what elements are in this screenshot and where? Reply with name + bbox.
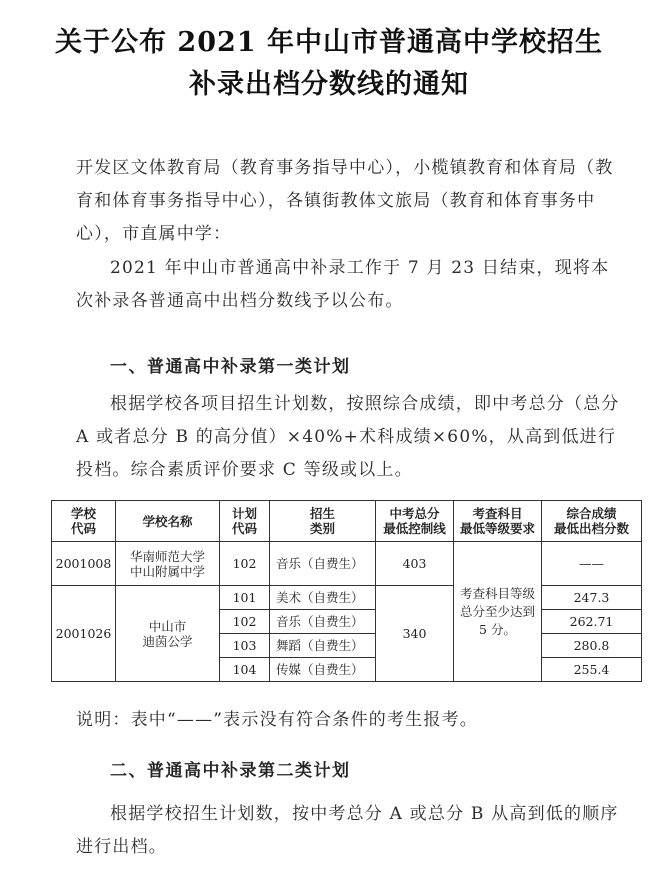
requirement-cell: 考查科目等级 总分至少达到 5 分。 <box>454 542 542 682</box>
school-code: 2001008 <box>52 542 116 586</box>
table-row <box>52 542 642 586</box>
section2-heading: 二、普通高中补录第二类计划 <box>110 761 351 781</box>
min-score: —— <box>542 542 642 586</box>
category: 传媒（自费生） <box>270 658 376 682</box>
school-name: 华南师范大学 中山附属中学 <box>116 542 220 586</box>
min-score: 280.8 <box>542 634 642 658</box>
min-total: 403 <box>376 542 454 586</box>
header-school-name: 学校名称 <box>116 501 220 542</box>
table-row <box>52 586 642 610</box>
category: 音乐（自费生） <box>270 542 376 586</box>
section2-body: 根据学校招生计划数，按中考总分 A 或总分 B 从高到低的顺序进行出档。 <box>76 804 619 857</box>
school-name: 中山市 迪茵公学 <box>116 586 220 682</box>
min-score: 255.4 <box>542 658 642 682</box>
header-plan-code: 计划 代码 <box>220 501 270 542</box>
header-school-code: 学校 代码 <box>52 501 116 542</box>
header-requirement: 考查科目 最低等级要求 <box>454 501 542 542</box>
plan-code: 103 <box>220 634 270 658</box>
section1-body: 根据学校各项目招生计划数，按照综合成绩，即中考总分（总分 A 或者总分 B 的高分值）×40%+术科成绩×60%，从高到低进行投档。综合素质评价要求 C 等级或以上。 <box>76 394 620 480</box>
min-total: 340 <box>376 586 454 682</box>
title-line-1: 关于公布 2021 年中山市普通高中学校招生 <box>55 27 603 58</box>
header-min-total: 中考总分 最低控制线 <box>376 501 454 542</box>
score-table <box>51 500 642 682</box>
document-title <box>0 22 658 106</box>
plan-code: 101 <box>220 586 270 610</box>
header-min-score: 综合成绩 最低出档分数 <box>542 501 642 542</box>
plan-code: 104 <box>220 658 270 682</box>
plan-code: 102 <box>220 610 270 634</box>
table-header-row <box>52 501 642 542</box>
intro-paragraph: 2021 年中山市普通高中补录工作于 7 月 23 日结束，现将本次补录各普通高中出档分数线予以公布。 <box>76 258 610 311</box>
plan-code: 102 <box>220 542 270 586</box>
title-line-2: 补录出档分数线的通知 <box>189 69 469 100</box>
school-code: 2001026 <box>52 586 116 682</box>
category: 舞蹈（自费生） <box>270 634 376 658</box>
category: 美术（自费生） <box>270 586 376 610</box>
addressee-paragraph: 开发区文体教育局（教育事务指导中心），小榄镇教育和体育局（教育和体育事务指导中心），各镇街教体文旅局（教育和体育事务中心），市直属中学： <box>76 158 614 244</box>
min-score: 262.71 <box>542 610 642 634</box>
section1-heading: 一、普通高中补录第一类计划 <box>110 357 351 377</box>
category: 音乐（自费生） <box>270 610 376 634</box>
min-score: 247.3 <box>542 586 642 610</box>
table-note: 说明：表中“——”表示没有符合条件的考生报考。 <box>76 710 478 730</box>
header-category: 招生 类别 <box>270 501 376 542</box>
